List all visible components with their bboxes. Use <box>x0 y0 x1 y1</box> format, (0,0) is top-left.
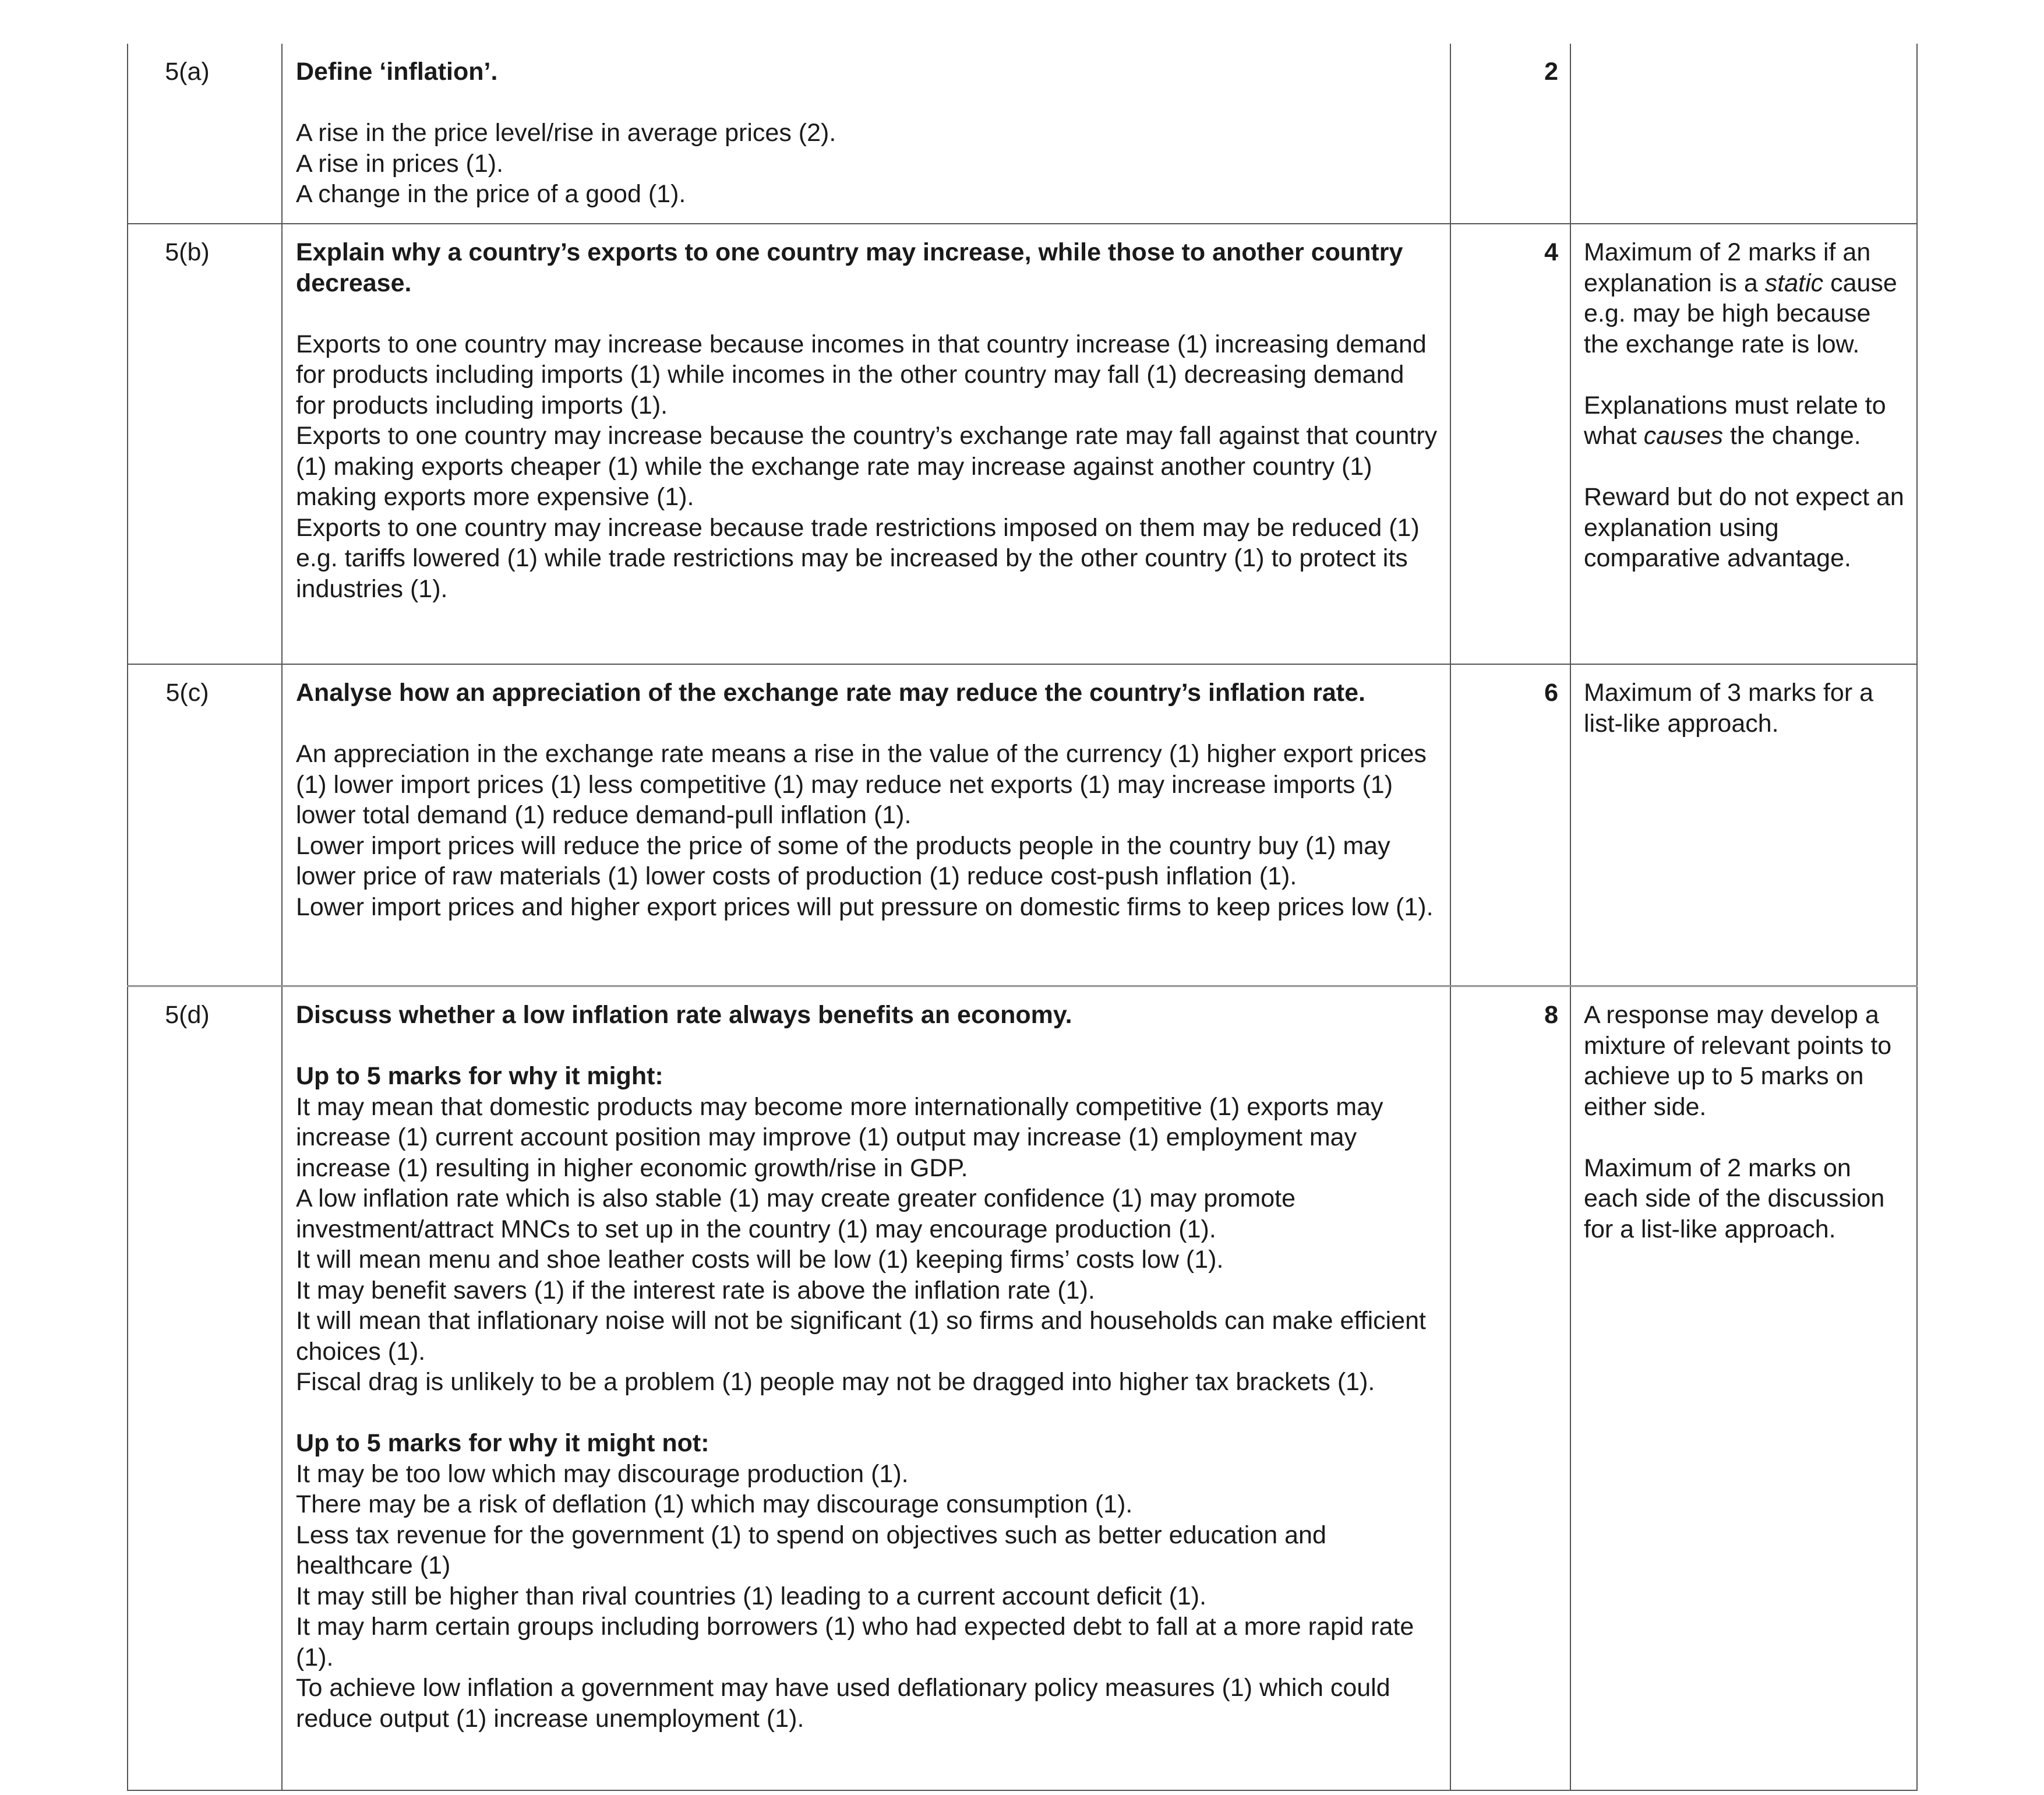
question-number: 5(b) <box>128 224 282 664</box>
guidance-cell <box>1570 224 1917 664</box>
marks-cell: 6 <box>1450 664 1570 986</box>
answer-line: Exports to one country may increase because the country’s exchange rate may fall against that country (1) making exports cheaper (1) while the exchange rate may increase against another country (1) making exports more expensive (1). <box>296 422 1438 511</box>
guidance-note: Maximum of 3 marks for a list-like approach. <box>1584 679 1873 738</box>
mark-scheme-table <box>127 44 1918 1791</box>
answer-line: It may mean that domestic products may become more internationally competitive (1) exports may increase (1) current account position may improve (1) output may increase (1) employment may increase (1) resulting in higher economic growth/rise in GDP. <box>296 1092 1383 1182</box>
answer-line: It will mean that inflationary noise will not be significant (1) so firms and households can make efficient choices (1). <box>296 1307 1426 1366</box>
answer-line: A change in the price of a good (1). <box>296 180 686 208</box>
question-prompt: Analyse how an appreciation of the exchange rate may reduce the country’s inflation rate. <box>296 679 1365 707</box>
question-row-5d <box>128 986 1917 1791</box>
answer-line: It may benefit savers (1) if the interest rate is above the inflation rate (1). <box>296 1276 1095 1304</box>
question-number: 5(c) <box>128 664 282 986</box>
section-heading: Up to 5 marks for why it might: <box>296 1062 663 1090</box>
section-heading: Up to 5 marks for why it might not: <box>296 1429 709 1457</box>
answer-line: It may harm certain groups including borrowers (1) who had expected debt to fall at a more rapid rate (1). <box>296 1613 1414 1671</box>
answer-cell <box>282 986 1450 1791</box>
guidance-cell <box>1570 44 1917 224</box>
guidance-note: Reward but do not expect an explanation using comparative advantage. <box>1584 483 1904 572</box>
guidance-note: Explanations must relate to what causes the change. <box>1584 391 1886 450</box>
answer-line: Less tax revenue for the government (1) to spend on objectives such as better education and healthcare (1) <box>296 1521 1326 1579</box>
question-number: 5(d) <box>128 986 282 1791</box>
answer-line: There may be a risk of deflation (1) which may discourage consumption (1). <box>296 1490 1133 1518</box>
question-row-5c <box>128 664 1917 986</box>
marks-cell: 4 <box>1450 224 1570 664</box>
answer-line: It may still be higher than rival countries (1) leading to a current account deficit (1). <box>296 1582 1207 1610</box>
answer-cell <box>282 224 1450 664</box>
answer-line: A rise in prices (1). <box>296 149 504 178</box>
guidance-cell <box>1570 664 1917 986</box>
answer-line: An appreciation in the exchange rate means a rise in the value of the currency (1) higher export prices (1) lower import prices (1) less competitive (1) may reduce net exports (1) may increase imports (1) lower total demand (1) reduce demand-pull inflation (1). <box>296 740 1427 829</box>
guidance-note: Maximum of 2 marks on each side of the discussion for a list-like approach. <box>1584 1154 1885 1243</box>
answer-line: Fiscal drag is unlikely to be a problem (1) people may not be dragged into higher tax brackets (1). <box>296 1368 1375 1396</box>
question-prompt: Define ‘inflation’. <box>296 58 498 86</box>
answer-line: Lower import prices will reduce the price of some of the products people in the country buy (1) may lower price of raw materials (1) lower costs of production (1) reduce cost-push inflation (1). <box>296 831 1390 890</box>
question-prompt: Explain why a country’s exports to one country may increase, while those to another country decrease. <box>296 238 1403 297</box>
answer-line: Lower import prices and higher export prices will put pressure on domestic firms to keep prices low (1). <box>296 893 1434 921</box>
answer-line: To achieve low inflation a government may have used deflationary policy measures (1) which could reduce output (1) increase unemployment (1). <box>296 1674 1390 1733</box>
guidance-cell <box>1570 986 1917 1791</box>
question-row-5a <box>128 44 1917 224</box>
answer-line: A low inflation rate which is also stable (1) may create greater confidence (1) may promote investment/attract MNCs to set up in the country (1) may encourage production (1). <box>296 1184 1296 1243</box>
question-number: 5(a) <box>128 44 282 224</box>
answer-line: It will mean menu and shoe leather costs will be low (1) keeping firms’ costs low (1). <box>296 1246 1224 1274</box>
answer-line: A rise in the price level/rise in average prices (2). <box>296 119 836 147</box>
marks-cell: 2 <box>1450 44 1570 224</box>
guidance-note: A response may develop a mixture of relevant points to achieve up to 5 marks on either side. <box>1584 1001 1892 1121</box>
answer-cell <box>282 44 1450 224</box>
question-prompt: Discuss whether a low inflation rate always benefits an economy. <box>296 1001 1072 1029</box>
answer-line: Exports to one country may increase because trade restrictions imposed on them may be reduced (1) e.g. tariffs lowered (1) while trade restrictions may be increased by the other country (1) to protect its industries (1). <box>296 513 1420 603</box>
question-row-5b <box>128 224 1917 664</box>
answer-line: It may be too low which may discourage production (1). <box>296 1459 909 1488</box>
marks-cell: 8 <box>1450 986 1570 1791</box>
answer-line: Exports to one country may increase because incomes in that country increase (1) increasing demand for products including imports (1) while incomes in the other country may fall (1) decreasing demand for products including imports (1). <box>296 330 1427 419</box>
answer-cell <box>282 664 1450 986</box>
guidance-note: Maximum of 2 marks if an explanation is a static cause e.g. may be high because the exchange rate is low. <box>1584 238 1897 358</box>
